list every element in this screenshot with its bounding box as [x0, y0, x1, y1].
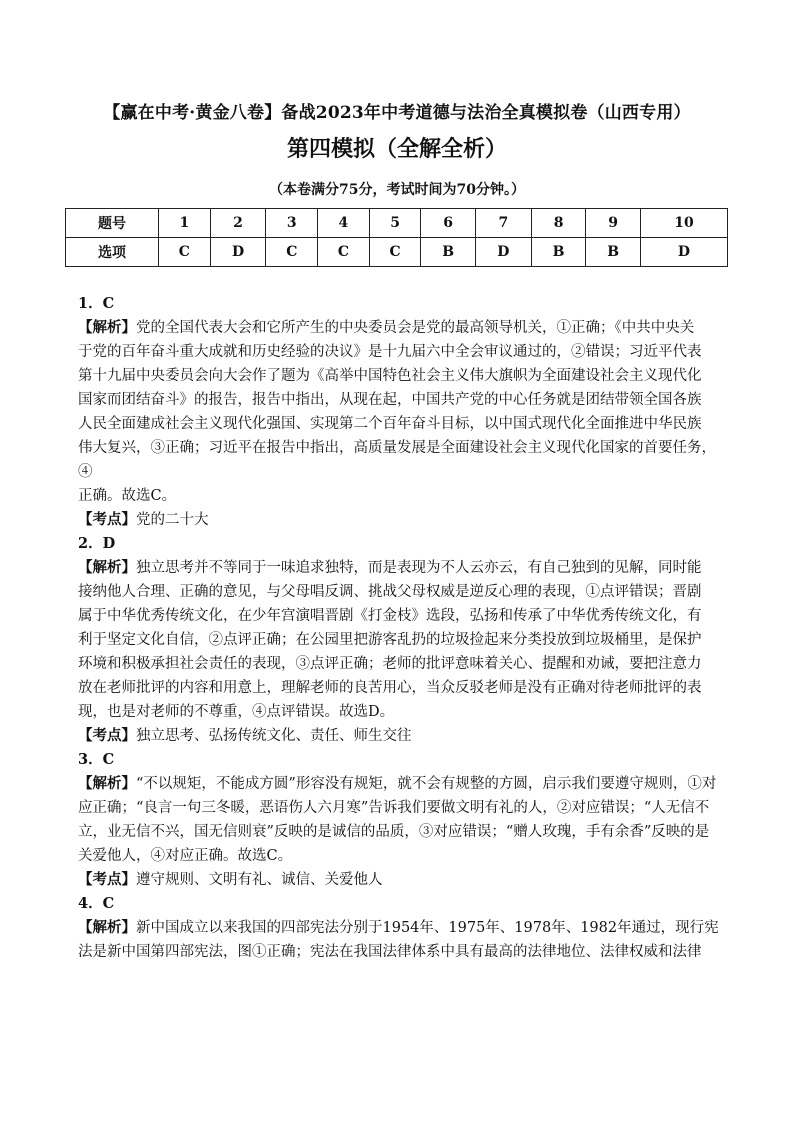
question-number-cell: 1: [159, 209, 211, 238]
analysis-line: 关爱他人，④对应正确。故选C。: [78, 848, 293, 864]
analysis-line: 放在老师批评的内容和用意上，理解老师的良苦用心，当众反驳老师是没有正确对待老师批评的表: [78, 680, 702, 696]
point-tag: 【考点】: [78, 727, 136, 744]
analysis-line: 国家而团结奋斗》的报告，报告中指出，从现在起，中国共产党的中心任务就是团结带领全国各族: [78, 392, 702, 408]
answer-cell: B: [421, 238, 476, 267]
analysis-line: 于党的百年奋斗重大成就和历史经验的决议》是十九届六中全会审议通过的，②错误；习近平代表: [78, 344, 702, 360]
question-number-cell: 2: [210, 209, 266, 238]
answer-cell: C: [369, 238, 421, 267]
point-line: [78, 724, 726, 748]
answer-cell: C: [266, 238, 318, 267]
question-number-cell: 6: [421, 209, 476, 238]
answer-cell: B: [531, 238, 586, 267]
question-number-cell: 3: [266, 209, 318, 238]
answer-cell: C: [318, 238, 370, 267]
question-number-cell: 7: [475, 209, 531, 238]
analysis-line: 属于中华优秀传统文化，在少年宫演唱晋剧《打金枝》选段，弘扬和传承了中华优秀传统文化，有: [78, 608, 702, 624]
analysis-line: 伟大复兴，③正确；习近平在报告中指出，高质量发展是全面建设社会主义现代化国家的首要任务，④: [78, 440, 716, 480]
analysis-tag: 【解析】: [78, 775, 136, 792]
question-block: [78, 532, 726, 748]
analysis-line: [78, 316, 726, 340]
answer-cell: C: [159, 238, 211, 267]
analysis-text: 党的全国代表大会和它所产生的中央委员会是党的最高领导机关，①正确；《中共中央关: [136, 320, 695, 336]
analysis-line: 法是新中国第四部宪法，图①正确；宪法在我国法律体系中具有最高的法律地位、法律权威和法律: [78, 944, 702, 960]
answer-table-number-row: [66, 209, 728, 238]
answer-cell: D: [210, 238, 266, 267]
analysis-tag: 【解析】: [78, 919, 136, 936]
analysis-line: 第十九届中央委员会向大会作了题为《高举中国特色社会主义伟大旗帜为全面建设社会主义现代化: [78, 368, 702, 384]
question-number: 1．C: [78, 295, 115, 312]
question-number-cell: 9: [586, 209, 641, 238]
analysis-line: 应正确；“良言一句三冬暖，恶语伤人六月寒”告诉我们要做文明有礼的人，②对应错误；“人无信不: [78, 800, 710, 816]
analysis-line: 现，也是对老师的不尊重，④点评错误。故选D。: [78, 704, 395, 720]
question-number-cell: 8: [531, 209, 586, 238]
question-number: 3．C: [78, 751, 115, 768]
document-header-title: 【赢在中考·黄金八卷】备战2023年中考道德与法治全真模拟卷（山西专用）: [103, 103, 691, 123]
question-block: [78, 748, 726, 892]
point-line: [78, 508, 726, 532]
analysis-line: 人民全面建成社会主义现代化强国、实现第二个百年奋斗目标，以中国式现代化全面推进中华民族: [78, 416, 702, 432]
table-row-label: 选项: [66, 238, 159, 267]
question-number-cell: 10: [640, 209, 727, 238]
question-number: 2．D: [78, 535, 116, 552]
analysis-line: [78, 772, 726, 796]
answer-table-answer-row: [66, 238, 728, 267]
answer-cell: D: [475, 238, 531, 267]
point-tag: 【考点】: [78, 871, 136, 888]
analysis-line: 正确。故选C。: [78, 488, 177, 504]
question-number-cell: 5: [369, 209, 421, 238]
analysis-text: 独立思考并不等同于一味追求独特，而是表现为不人云亦云，有自己独到的见解，同时能: [136, 560, 702, 576]
analysis-text: 新中国成立以来我国的四部宪法分别于1954年、1975年、1978年、1982年通过，现行宪: [136, 920, 719, 936]
solutions-body: [78, 292, 726, 964]
answer-cell: B: [586, 238, 641, 267]
analysis-text: “不以规矩，不能成方圆”形容没有规矩，就不会有规整的方圆，启示我们要遵守规则，①对: [136, 776, 717, 792]
analysis-line: [78, 916, 726, 940]
analysis-line: 利于坚定文化自信，②点评正确；在公园里把游客乱扔的垃圾捡起来分类投放到垃圾桶里，是保护: [78, 632, 702, 648]
point-tag: 【考点】: [78, 511, 136, 528]
point-text: 独立思考、弘扬传统文化、责任、师生交往: [136, 728, 412, 744]
table-row-label: 题号: [66, 209, 159, 238]
document-main-title: 第四模拟（全解全析）: [286, 136, 507, 162]
question-number-cell: 4: [318, 209, 370, 238]
question-block: [78, 892, 726, 964]
analysis-line: 接纳他人合理、正确的意见，与父母唱反调、挑战父母权威是逆反心理的表现，①点评错误；晋剧: [78, 584, 702, 600]
analysis-line: 环境和积极承担社会责任的表现，③点评正确；老师的批评意味着关心、提醒和劝诫，要把注意力: [78, 656, 702, 672]
question-block: [78, 292, 726, 532]
point-text: 遵守规则、文明有礼、诚信、关爱他人: [136, 872, 383, 888]
document-subtitle: （本卷满分75分，考试时间为70分钟。）: [269, 182, 525, 198]
analysis-tag: 【解析】: [78, 559, 136, 576]
analysis-line: [78, 556, 726, 580]
answer-cell: D: [640, 238, 727, 267]
answer-table: [65, 208, 728, 267]
analysis-line: 立，业无信不兴，国无信则衰”反映的是诚信的品质，③对应错误；“赠人玫瑰，手有余香”反映的是: [78, 824, 710, 840]
point-line: [78, 868, 726, 892]
question-number: 4．C: [78, 895, 115, 912]
point-text: 党的二十大: [136, 512, 209, 528]
analysis-tag: 【解析】: [78, 319, 136, 336]
